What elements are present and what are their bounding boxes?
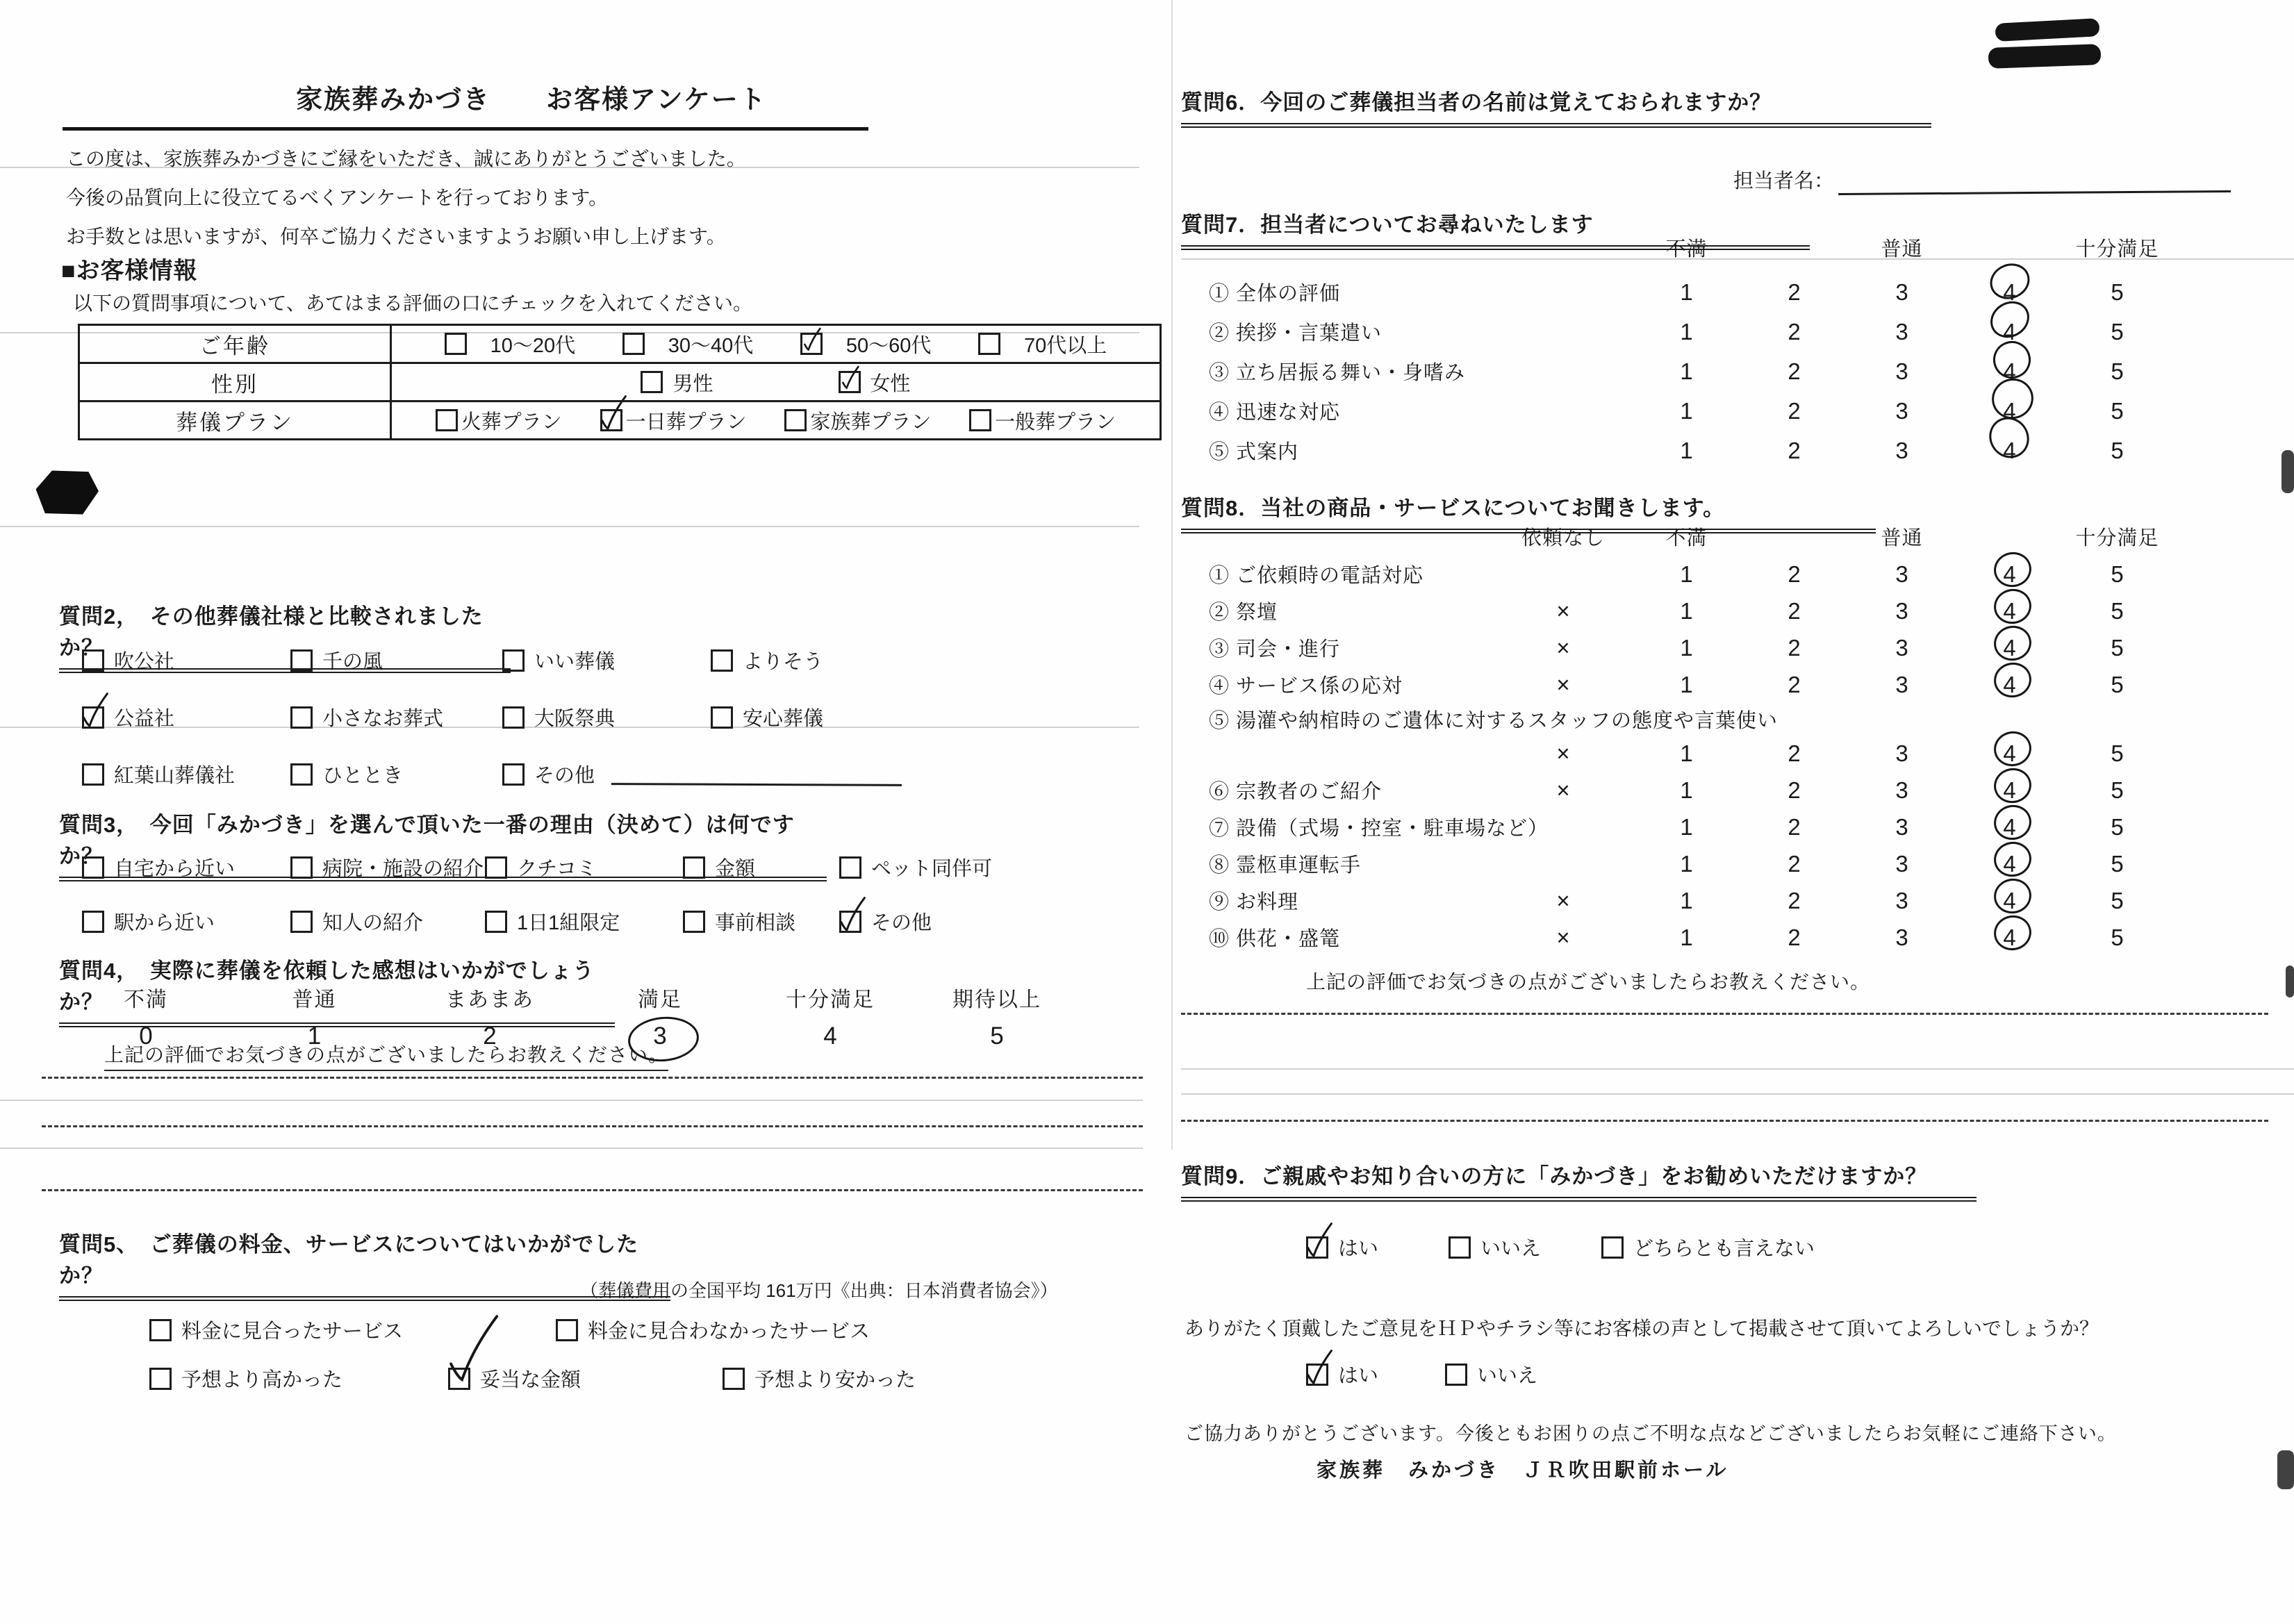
q8-header-none: 依頼なし (1521, 527, 1605, 549)
q8-header-mid: 普通 (1881, 527, 1923, 549)
q2-option (82, 760, 290, 788)
q3-option (290, 907, 485, 936)
checkbox (485, 856, 507, 879)
checkbox (711, 649, 733, 672)
checkbox (1445, 1364, 1467, 1386)
q8-row: ⑦ 設備（式場・控室・駐車場など） 1 2 3 4 5 (1209, 809, 2171, 845)
checkbox (149, 1368, 172, 1390)
checkbox (600, 409, 622, 431)
comment-line (1181, 1013, 2268, 1015)
q7-selected-rating: 4 (1956, 279, 2063, 306)
q7-row: ③ 立ち居振る舞い・身嗜み 1 2 3 4 5 (1209, 351, 2171, 391)
publish-option (1445, 1360, 1537, 1389)
checkbox (641, 371, 663, 393)
q8-row: ⑩ 供花・盛篭 × 1 2 3 4 5 (1209, 919, 2171, 956)
q4-title: 質問4， 実際に葬儀を依頼した感想はいかがでしょうか？ (59, 953, 615, 1027)
q8-selected-rating: 4 (1956, 925, 2063, 951)
q2-option (502, 646, 711, 674)
q8-row-wide-label: ⑤ 湯灌や納棺時のご遺体に対するスタッフの態度や言葉使い (1209, 709, 1779, 732)
closing-message: ご協力ありがとうございます。今後ともお困りの点ご不明な点などございましたらお気軽にご連絡下さい。 (1185, 1423, 2117, 1444)
option-label: ひととき (322, 765, 404, 787)
intro-line: この度は、家族葬みかづきにご縁をいただき、誠にありがとうございました。 (66, 148, 746, 169)
plan-option (784, 406, 931, 435)
check-icon (1304, 1348, 1335, 1388)
checkbox (502, 649, 525, 672)
q2-option (502, 703, 711, 731)
q7-header-low: 不満 (1665, 238, 1708, 260)
q8-row-wide-values: × 1 2 3 4 5 (1209, 735, 2171, 772)
option-label: 千の風 (322, 651, 383, 673)
option-label: 女性 (870, 372, 911, 395)
checkbox (683, 856, 705, 879)
company-signature: 家族葬 みかづき ＪＲ吹田駅前ホール (1317, 1459, 1729, 1482)
scan-streak (1181, 1068, 2294, 1070)
no-request-mark: × (1556, 887, 1570, 913)
check-icon (837, 895, 868, 935)
option-label: いい葬儀 (534, 651, 616, 673)
q8-row: ② 祭壇 × 1 2 3 4 5 (1209, 593, 2171, 629)
scan-streak (1181, 1093, 2294, 1095)
age-option (622, 330, 754, 358)
age-row-label: ご年齢 (79, 325, 391, 363)
q3-option (839, 853, 1013, 881)
page-title: 家族葬みかづき お客様アンケート (63, 78, 868, 131)
publish-options (1306, 1360, 1537, 1389)
option-label: 一日葬プラン (625, 411, 747, 433)
check-icon (80, 690, 110, 731)
scan-artifact-mark (1995, 18, 2099, 42)
checkbox (839, 911, 861, 933)
checkbox (436, 409, 458, 431)
q7-selected-rating: 4 (1956, 358, 2063, 385)
no-request-mark: × (1556, 671, 1570, 697)
age-option (800, 330, 932, 358)
scan-artifact-blob (35, 467, 100, 517)
q5-option-selected (448, 1364, 723, 1393)
customer-info-instruction: 以下の質問事項について、あてはまる評価の口にチェックを入れてください。 (73, 292, 753, 314)
option-label: 男性 (672, 372, 713, 395)
q3-option (683, 853, 839, 881)
q7-table (1209, 272, 2171, 470)
option-label: いいえ (1480, 1238, 1542, 1260)
scan-streak (0, 526, 1139, 527)
option-label: 妥当な金額 (480, 1369, 581, 1391)
checkbox (839, 856, 861, 879)
q8-header-low: 不満 (1665, 527, 1708, 549)
comment-line (1181, 1120, 2268, 1122)
q4-scale-item: 普通 1 (292, 988, 337, 1050)
option-label: はい (1338, 1238, 1379, 1260)
checkbox (784, 409, 807, 431)
checkbox (502, 763, 525, 786)
checkbox (800, 333, 823, 355)
checkbox (445, 333, 467, 355)
option-label: 駅から近い (114, 912, 215, 934)
gender-option (839, 368, 911, 397)
checkbox (290, 649, 313, 672)
q5-options-row2 (149, 1364, 916, 1393)
option-label: 70代以上 (1024, 334, 1107, 357)
plan-option (436, 406, 562, 435)
q9-options (1306, 1233, 1815, 1261)
checkbox (1306, 1236, 1328, 1259)
no-request-mark: × (1556, 924, 1570, 950)
staff-name-label: 担当者名： (1733, 170, 1835, 192)
q7-selected-rating: 4 (1956, 398, 2063, 424)
checkbox (290, 911, 313, 933)
customer-info-heading: ■お客様情報 (61, 258, 198, 284)
checkbox (723, 1368, 745, 1390)
q5-average-note: （葬儀費用の全国平均 161万円《出典：日本消費者協会》） (580, 1280, 1058, 1301)
q7-header-mid: 普通 (1881, 238, 1923, 260)
option-label: 30～40代 (668, 334, 754, 357)
checkbox (82, 706, 104, 729)
checkbox (622, 333, 645, 355)
staff-name-blank-line (1838, 167, 2231, 195)
q3-title: 質問3， 今回「みかづき」を選んで頂いた一番の理由（決めて）は何ですか？ (59, 807, 827, 881)
checkbox (502, 706, 525, 729)
intro-paragraphs (66, 149, 1136, 247)
scan-page-separator (1171, 0, 1173, 1150)
q2-option-other (502, 760, 902, 788)
check-icon (839, 365, 862, 391)
q8-row: ⑨ お料理 × 1 2 3 4 5 (1209, 882, 2171, 919)
option-label: その他 (871, 912, 932, 934)
checkbox (683, 911, 705, 933)
option-label: 50～60代 (845, 334, 932, 357)
q9-option (1601, 1233, 1815, 1261)
checkbox (485, 911, 507, 933)
gender-row-label: 性別 (79, 363, 391, 401)
customer-info-table (78, 324, 1162, 440)
checkbox (149, 1319, 172, 1341)
plan-option (600, 406, 747, 435)
option-label: 料金に見合わなかったサービス (588, 1320, 870, 1343)
check-icon (1304, 1220, 1335, 1261)
no-request-mark: × (1556, 634, 1570, 661)
q8-selected-rating: 4 (1956, 888, 2063, 914)
scan-streak (0, 1100, 1143, 1101)
scan-artifact-edge (2281, 450, 2294, 493)
checkbox (82, 911, 104, 933)
plan-option (969, 406, 1116, 435)
scan-artifact-edge (2277, 1450, 2294, 1489)
q3-option (82, 853, 290, 881)
checkbox (711, 706, 733, 729)
option-label: いいえ (1477, 1365, 1538, 1387)
gender-option (641, 368, 713, 397)
q4-scale-item-selected: 満足 3 (577, 982, 743, 1050)
q7-row: ④ 迅速な対応 1 2 3 4 5 (1209, 391, 2171, 431)
staff-name-field (1733, 165, 2231, 194)
q2-option (82, 646, 290, 674)
option-label: ペット同伴可 (871, 858, 993, 880)
option-label: 公益社 (114, 708, 175, 730)
table-row-age (79, 325, 1161, 363)
comment-line (42, 1077, 1143, 1079)
comment-line (42, 1189, 1143, 1191)
option-label: 自宅から近い (114, 858, 236, 880)
q2-options (82, 646, 902, 788)
q2-option (711, 646, 902, 674)
q2-option (290, 760, 502, 788)
q8-comment-prompt: 上記の評価でお気づきの点がございましたらお教えください。 (1306, 971, 1871, 993)
checkbox (82, 649, 104, 672)
q4-scale-item: まあまあ 2 (445, 988, 534, 1050)
q7-selected-rating: 4 (1956, 319, 2063, 345)
no-request-mark: × (1556, 777, 1570, 803)
scan-artifact-edge (2286, 966, 2294, 997)
scan-artifact-mark (1988, 44, 2102, 69)
option-label: 紅葉山葬儀社 (114, 765, 236, 787)
q8-row: ③ 司会・進行 × 1 2 3 4 5 (1209, 629, 2171, 666)
no-request-mark: × (1556, 740, 1570, 766)
q7-row: ② 挨拶・言葉遣い 1 2 3 4 5 (1209, 312, 2171, 351)
option-label: 料金に見合ったサービス (181, 1320, 404, 1343)
q9-option (1449, 1233, 1601, 1261)
option-label: 大阪祭典 (534, 708, 616, 730)
q8-selected-rating: 4 (1956, 814, 2063, 840)
option-label: 10～20代 (490, 334, 576, 357)
option-label: よりそう (743, 651, 824, 673)
option-label: 1日1組限定 (517, 912, 620, 934)
q2-option (82, 703, 290, 731)
q8-row: ⑥ 宗教者のご紹介 × 1 2 3 4 5 (1209, 772, 2171, 809)
option-label: 一般葬プラン (995, 411, 1116, 433)
checkbox (290, 706, 313, 729)
q3-option-other (839, 907, 1013, 936)
q8-row: ④ サービス係の応対 × 1 2 3 4 5 (1209, 666, 2171, 703)
q8-selected-rating: 4 (1956, 635, 2063, 661)
q3-option (290, 853, 485, 881)
q4-scale-item: 期待以上 5 (952, 988, 1041, 1050)
option-label: 病院・施設の紹介 (322, 858, 484, 880)
checkbox (82, 763, 104, 786)
q4-scale-item: 十分満足 4 (786, 988, 875, 1050)
q9-title: 質問9．ご親戚やお知り合いの方に「みかづき」をお勧めいただけますか？ (1181, 1159, 1977, 1202)
q8-header-high: 十分満足 (2075, 527, 2159, 549)
q2-option (290, 646, 502, 674)
q7-row: ① 全体の評価 1 2 3 4 5 (1209, 272, 2171, 312)
q5-option (149, 1364, 448, 1393)
intro-line: 今後の品質向上に役立てるべくアンケートを行っております。 (66, 187, 609, 208)
q3-option (485, 853, 683, 881)
q2-option (711, 703, 902, 731)
option-label: 安心葬儀 (743, 708, 824, 730)
q8-selected-rating: 4 (1956, 561, 2063, 588)
q5-title: 質問5、 ご葬儀の料金、サービスについてはいかがでしたか？ (59, 1227, 670, 1301)
checkbox (839, 371, 861, 393)
q7-selected-rating: 4 (1956, 438, 2063, 464)
checkbox (556, 1319, 578, 1341)
q3-option (82, 907, 290, 936)
scan-streak (0, 1147, 1143, 1149)
q8-table (1209, 556, 2171, 956)
q6-title: 質問6．今回のご葬儀担当者の名前は覚えておられますか？ (1181, 85, 1931, 128)
q2-title: 質問2， その他葬儀社様と比較されましたか？ (59, 599, 511, 673)
option-label: どちらとも言えない (1633, 1238, 1815, 1260)
q8-title: 質問8．当社の商品・サービスについてお聞きします。 (1181, 490, 1876, 533)
q2-option (290, 703, 502, 731)
q8-row: ⑧ 霊柩車運転手 1 2 3 4 5 (1209, 845, 2171, 882)
q8-header-row (1209, 522, 2171, 550)
check-icon (445, 1307, 502, 1392)
checkbox (1449, 1236, 1471, 1259)
q7-header-row (1209, 233, 2171, 261)
q5-options-row1 (149, 1316, 870, 1344)
option-label: 予想より安かった (754, 1369, 916, 1391)
q7-title: 質問7．担当者についてお尋ねいたします (1181, 207, 1810, 250)
check-icon (598, 393, 629, 433)
checkbox (290, 856, 313, 879)
publish-question: ありがたく頂戴したご意見をＨＰやチラシ等にお客様の声として掲載させて頂いてよろしいでしょうか？ (1185, 1318, 2099, 1339)
checkbox (448, 1368, 470, 1390)
table-row-plan (79, 401, 1161, 440)
check-icon (800, 326, 824, 353)
option-label: はい (1338, 1365, 1379, 1387)
checkbox (1601, 1236, 1624, 1259)
checkbox (1306, 1364, 1328, 1386)
checkbox (978, 333, 1000, 355)
q8-selected-rating: 4 (1956, 598, 2063, 624)
q8-selected-rating: 4 (1956, 851, 2063, 877)
checkbox (290, 763, 313, 786)
q5-option (556, 1316, 870, 1344)
q7-header-high: 十分満足 (2075, 238, 2159, 260)
publish-option-selected (1306, 1360, 1445, 1389)
age-option (978, 330, 1107, 358)
q3-options (82, 853, 1013, 936)
option-label: 金額 (715, 858, 756, 880)
option-label: 予想より高かった (181, 1369, 343, 1391)
other-write-in-line (611, 762, 902, 786)
option-label: 事前相談 (715, 912, 796, 934)
q4-comment-prompt: 上記の評価でお気づきの点がございましたらお教えください。 (104, 1040, 668, 1068)
plan-row-label: 葬儀プラン (79, 401, 391, 440)
q3-option (485, 907, 683, 936)
q8-row: ① ご依頼時の電話対応 1 2 3 4 5 (1209, 556, 2171, 593)
option-label: クチコミ (517, 858, 597, 880)
checkbox (82, 856, 104, 879)
q8-selected-rating: 4 (1956, 672, 2063, 698)
q9-option-selected (1306, 1233, 1449, 1261)
q8-selected-rating: 4 (1956, 777, 2063, 804)
q4-scale-item: 不満 0 (124, 988, 168, 1050)
q8-selected-rating: 4 (1956, 740, 2063, 767)
option-label: 小さなお葬式 (322, 708, 444, 730)
option-label: 吹公社 (114, 651, 175, 673)
q7-row: ⑤ 式案内 1 2 3 4 5 (1209, 431, 2171, 470)
option-label: その他 (534, 765, 595, 787)
age-option (445, 330, 576, 358)
option-label: 知人の紹介 (322, 912, 424, 934)
option-label: 火葬プラン (461, 411, 562, 433)
checkbox (969, 409, 991, 431)
q5-option (723, 1364, 916, 1393)
option-label: 家族葬プラン (810, 411, 932, 433)
comment-line (42, 1125, 1143, 1127)
q3-option (683, 907, 839, 936)
no-request-mark: × (1556, 597, 1570, 624)
intro-line: お手数とは思いますが、何卒ご協力くださいますようお願い申し上げます。 (66, 226, 726, 247)
